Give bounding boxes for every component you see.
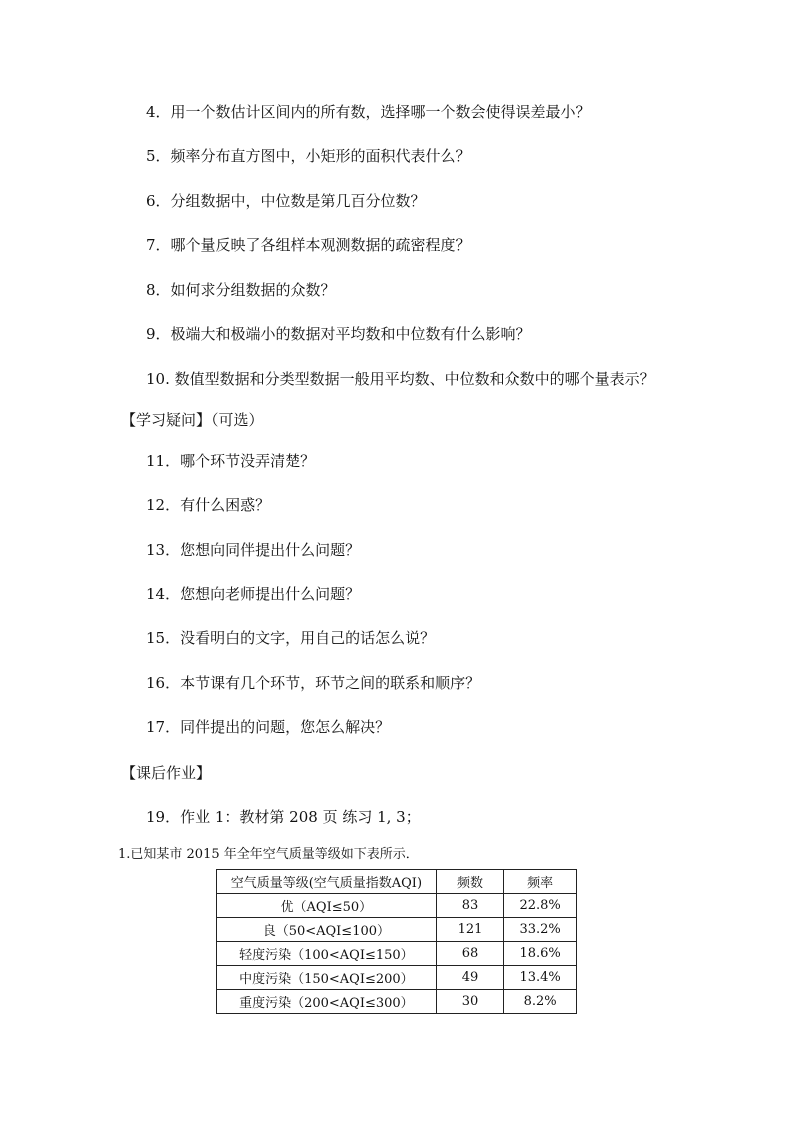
question-13: 13．您想向同伴提出什么问题？: [146, 541, 361, 559]
cell-rate: 33.2%: [504, 918, 577, 942]
cell-rate: 8.2%: [504, 990, 577, 1014]
homework-item: 19．作业 1：教材第 208 页 练习 1, 3；: [146, 808, 421, 826]
cell-rate: 22.8%: [504, 894, 577, 918]
question-14: 14．您想向老师提出什么问题？: [146, 585, 361, 603]
aqi-table: [216, 869, 577, 1014]
cell-level: 优（AQI≤50）: [217, 894, 437, 918]
question-16: 16．本节课有几个环节，环节之间的联系和顺序？: [146, 674, 481, 692]
section-heading-questions: 【学习疑问】（可选）: [121, 411, 264, 429]
table-row: [217, 894, 577, 918]
cell-count: 121: [436, 918, 504, 942]
question-17: 17．同伴提出的问题，您怎么解决？: [146, 718, 391, 736]
table-row: [217, 990, 577, 1014]
header-frequency-count: 频数: [436, 870, 504, 894]
problem-intro: 1.已知某市 2015 年全年空气质量等级如下表所示．: [118, 847, 419, 862]
cell-count: 68: [436, 942, 504, 966]
cell-count: 83: [436, 894, 504, 918]
cell-level: 中度污染（150<AQI≤200）: [217, 966, 437, 990]
question-15: 15．没看明白的文字，用自己的话怎么说？: [146, 629, 436, 647]
cell-rate: 18.6%: [504, 942, 577, 966]
table-row: [217, 966, 577, 990]
cell-level: 轻度污染（100<AQI≤150）: [217, 942, 437, 966]
table-row: [217, 942, 577, 966]
question-7: 7．哪个量反映了各组样本观测数据的疏密程度？: [146, 236, 471, 254]
header-level: 空气质量等级(空气质量指数AQI): [217, 870, 437, 894]
cell-count: 30: [436, 990, 504, 1014]
question-11: 11．哪个环节没弄清楚？: [146, 452, 316, 470]
header-frequency-rate: 频率: [504, 870, 577, 894]
cell-level: 重度污染（200<AQI≤300）: [217, 990, 437, 1014]
question-10: 10. 数值型数据和分类型数据一般用平均数、中位数和众数中的哪个量表示？: [146, 370, 655, 388]
cell-count: 49: [436, 966, 504, 990]
cell-rate: 13.4%: [504, 966, 577, 990]
table-row: [217, 918, 577, 942]
question-9: 9．极端大和极端小的数据对平均数和中位数有什么影响？: [146, 325, 531, 343]
cell-level: 良（50<AQI≤100）: [217, 918, 437, 942]
question-8: 8．如何求分组数据的众数？: [146, 281, 336, 299]
question-5: 5．频率分布直方图中，小矩形的面积代表什么？: [146, 147, 471, 165]
question-12: 12．有什么困惑？: [146, 496, 271, 514]
question-4: 4．用一个数估计区间内的所有数，选择哪一个数会使得误差最小？: [146, 103, 591, 121]
table-header-row: [217, 870, 577, 894]
section-heading-homework: 【课后作业】: [121, 764, 212, 782]
question-6: 6．分组数据中，中位数是第几百分位数？: [146, 192, 426, 210]
